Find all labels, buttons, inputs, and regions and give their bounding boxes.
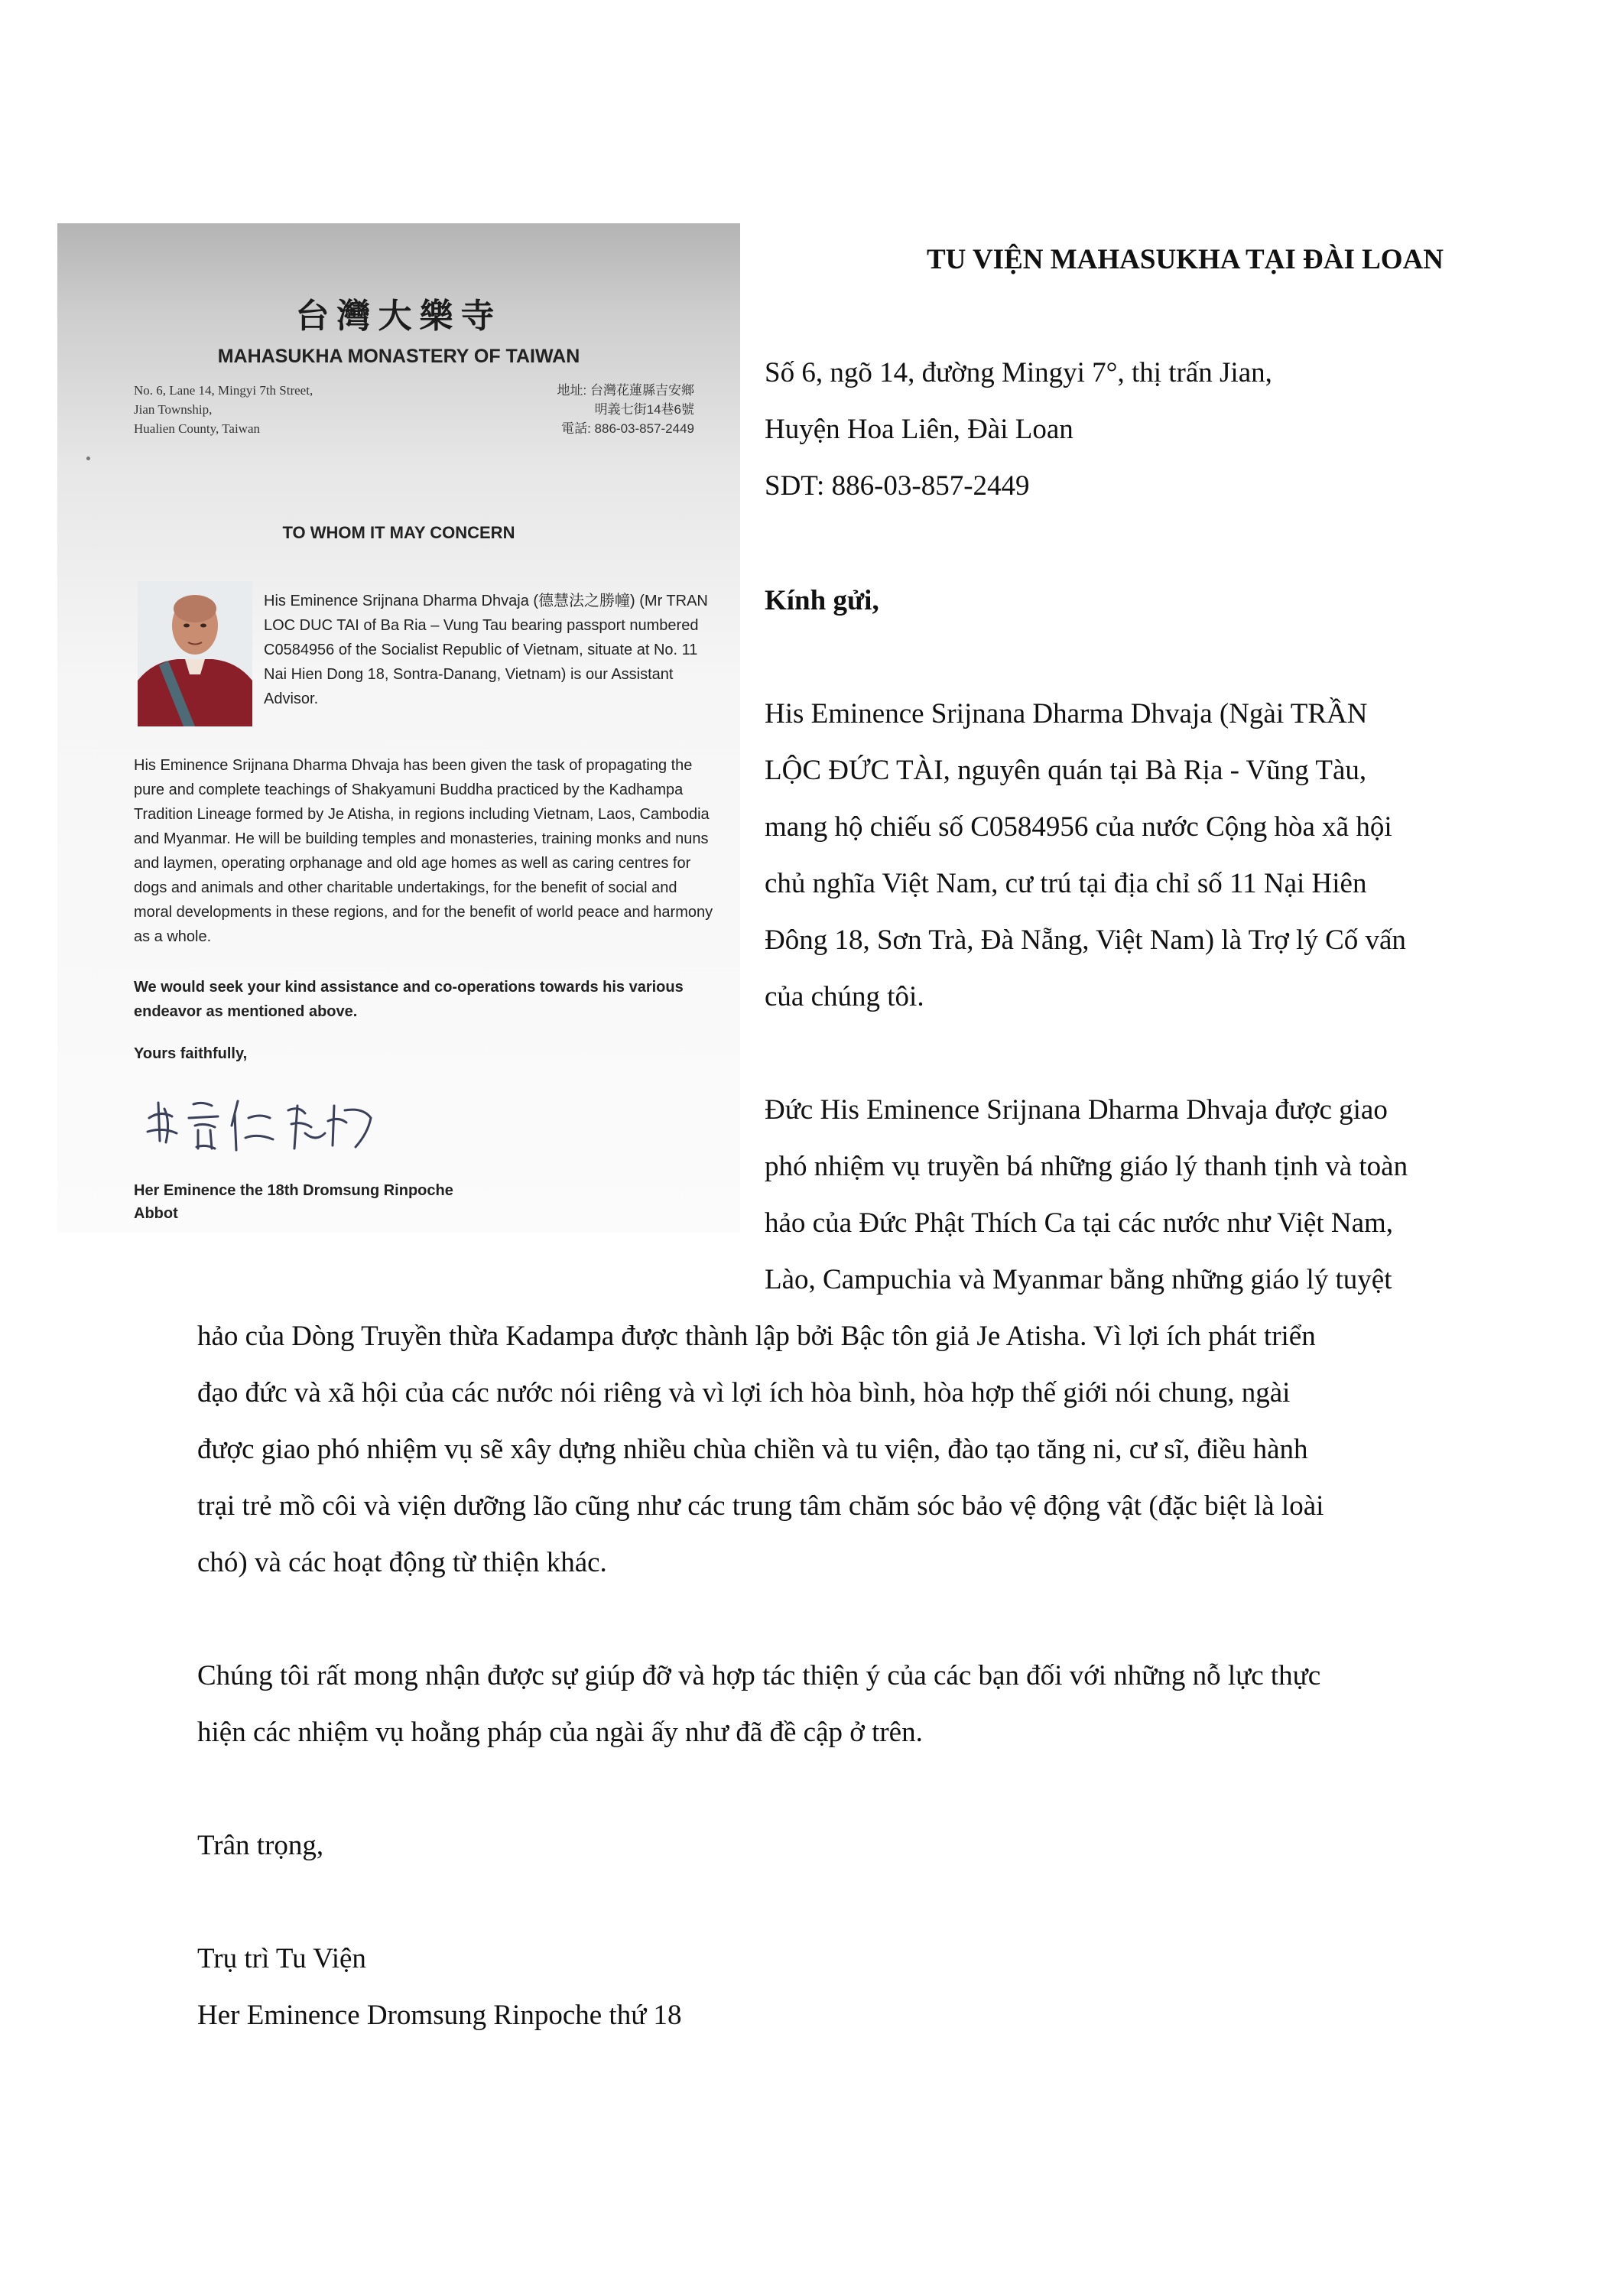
vn-address-line-1: Số 6, ngõ 14, đường Mingyi 7°, thị trấn Jian,	[765, 357, 1272, 388]
vn-closing: Trân trọng,	[197, 1830, 324, 1861]
scan-signer-name: Her Eminence the 18th Dromsung Rinpoche Abbot	[134, 1182, 453, 1222]
scan-paragraph-1: His Eminence Srijnana Dharma Dhvaja (德慧法之勝幢) (Mr TRAN LOC DUC TAI of Ba Ria – Vung Tau bearing passport numbered C0584956 of the Socialist Republic of Vietnam, situate at No. 11 Nai Hien Dong 18, Sontra-Danang, Vietnam) is our Assistant Advisor.	[264, 593, 708, 707]
vn-title: TU VIỆN MAHASUKHA TẠI ĐÀI LOAN	[926, 244, 1444, 275]
vn-greeting: Kính gửi,	[765, 585, 879, 616]
vn-signer-name: Her Eminence Dromsung Rinpoche thứ 18	[197, 2000, 682, 2031]
to-whom-heading: TO WHOM IT MAY CONCERN	[282, 523, 515, 542]
monastery-chinese-name: 台灣大樂寺	[295, 297, 502, 335]
scan-yours-faithfully: Yours faithfully,	[134, 1045, 248, 1062]
scan-paragraph-2: His Eminence Srijnana Dharma Dhvaja has been given the task of propagating the pure and complete teachings of Shakyamuni Buddha practiced by the Kadhampa Tradition Lineage formed by Je Atisha, in regions including Vietnam, Laos, Cambodia and Myanmar. He will be building temples and monasteries, training monks and nuns and laymen, operating orphanage and old age homes as well as caring centres for dogs and animals and other charitable undertakings, for the benefit of social and moral developments in these regions, and for the benefit of world peace and harmony as a whole.	[134, 757, 713, 945]
vn-signer-title: Trụ trì Tu Viện	[197, 1943, 366, 1974]
scanned-letter-image	[57, 223, 740, 1233]
monastery-english-name: MAHASUKHA MONASTERY OF TAIWAN	[217, 346, 580, 367]
vn-address-line-2: Huyện Hoa Liên, Đài Loan	[765, 414, 1073, 445]
monk-portrait-photo	[138, 581, 252, 726]
scan-address-chinese: 地址: 台灣花蓮縣吉安鄉 明義七街14巷6號 電話: 886-03-857-2449	[557, 383, 694, 436]
scan-speck	[86, 457, 90, 460]
vn-phone: SDT: 886-03-857-2449	[765, 470, 1030, 502]
scan-paragraph-3: We would seek your kind assistance and co-operations towards his various endeavor as mentioned above.	[134, 979, 684, 1020]
handwritten-signature	[141, 1087, 378, 1156]
scan-address-english: No. 6, Lane 14, Mingyi 7th Street, Jian Township, Hualien County, Taiwan	[134, 383, 313, 436]
